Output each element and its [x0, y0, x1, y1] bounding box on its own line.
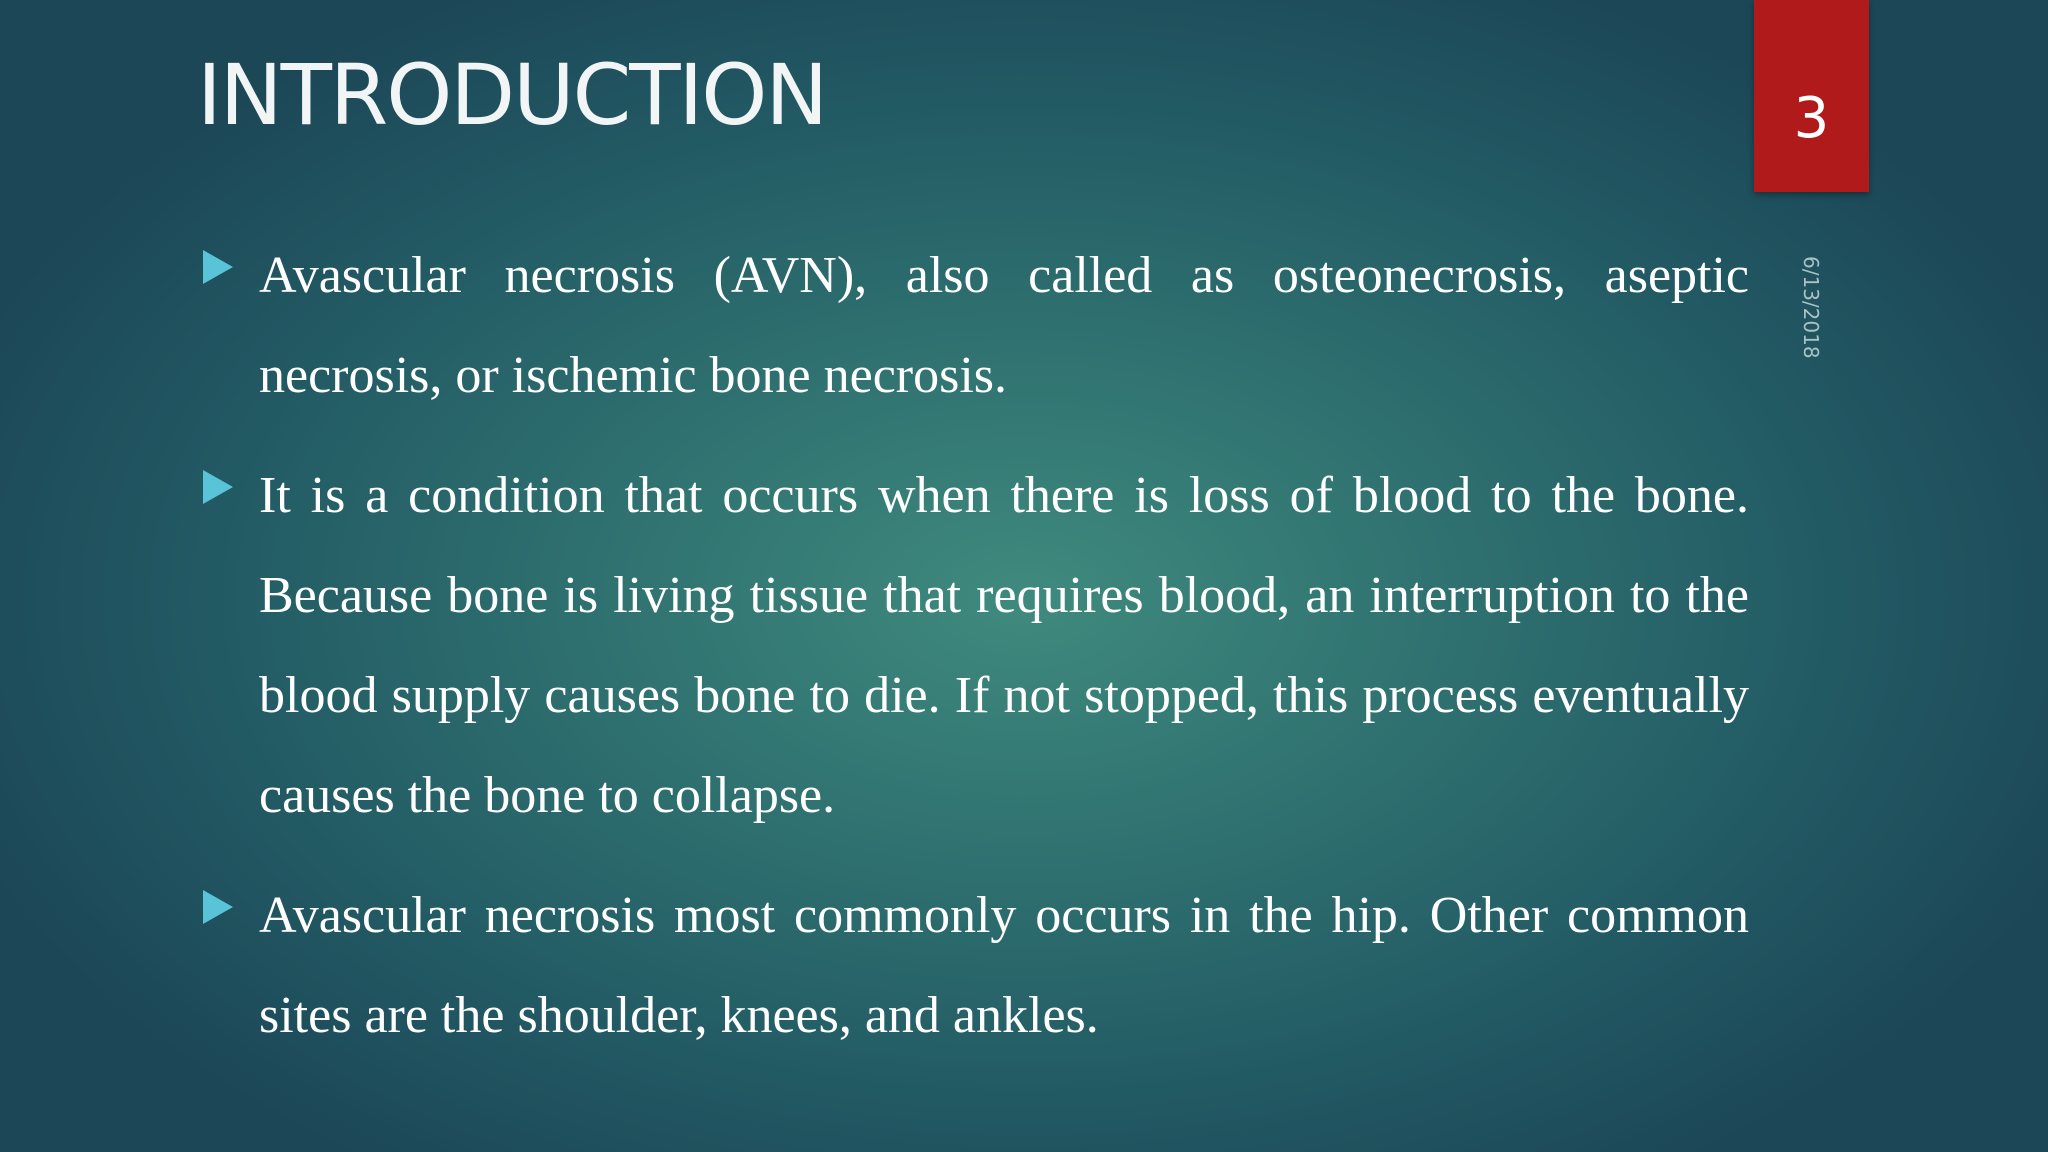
triangle-right-icon [203, 250, 233, 284]
slide-number: 3 [1793, 86, 1830, 151]
bullet-text: Avascular necrosis (AVN), also called as osteonecrosis, aseptic necrosis, or ischemic bone necrosis. [259, 247, 1749, 404]
bullet-text: It is a condition that occurs when there is loss of blood to the bone. Because bone is living tissue that requires blood, an interruption to the blood supply causes bone to die. If not stopped, this process eventually causes the bone to collapse. [259, 467, 1749, 824]
slide-date: 6/13/2018 [1799, 256, 1823, 359]
slide-number-badge [1754, 0, 1869, 192]
bullet-item [203, 446, 1749, 846]
bullet-list [203, 226, 1749, 1086]
bullet-item [203, 866, 1749, 1066]
triangle-right-icon [203, 890, 233, 924]
bullet-item [203, 226, 1749, 426]
slide-title: INTRODUCTION [197, 46, 827, 144]
triangle-right-icon [203, 470, 233, 504]
bullet-text: Avascular necrosis most commonly occurs in the hip. Other common sites are the shoulder, knees, and ankles. [259, 887, 1749, 1044]
